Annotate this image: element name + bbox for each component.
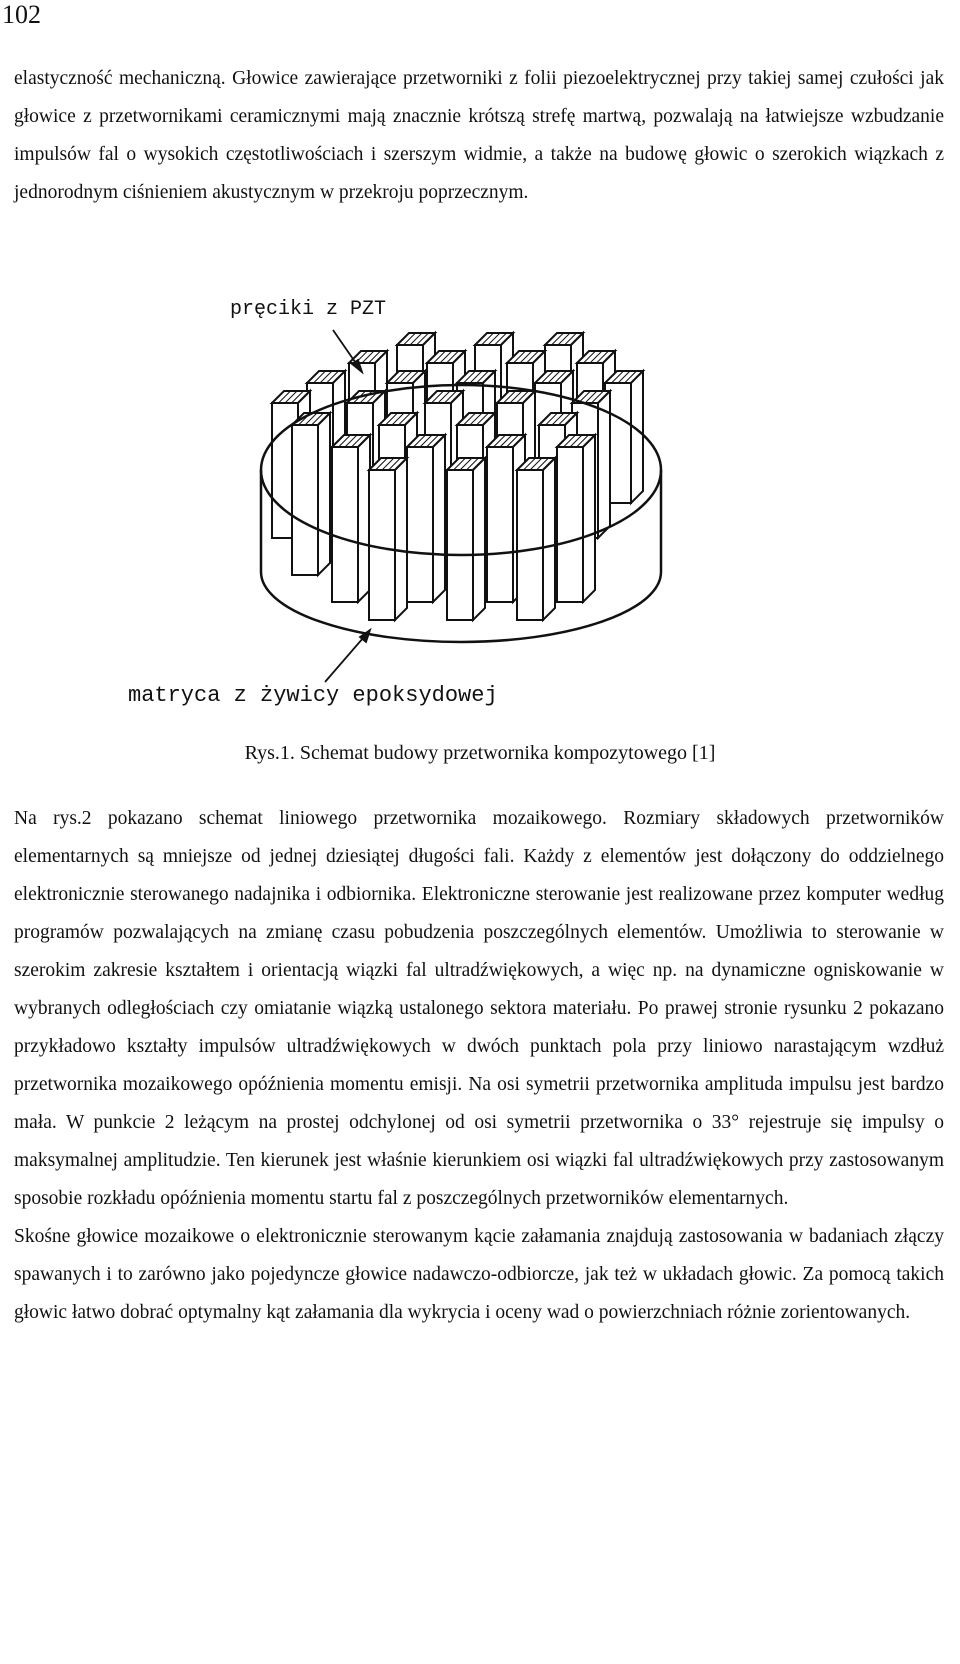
label-pzt-rods: pręciki z PZT	[230, 298, 387, 321]
pzt-rod	[292, 413, 330, 575]
figure-caption: Rys.1. Schemat budowy przetwornika kompozytowego [1]	[244, 742, 716, 764]
paragraph-intro: elastyczność mechaniczną. Głowice zawierające przetworniki z folii piezoelektrycznej przy takiej samej czułości jak głowice z przetwornikami ceramicznymi mają znacznie krótszą strefę martwą, pozwalają na łatwiejsze wzbudzanie impulsów fal o wysokich częstotliwościach i szerszym widmie, a także na budowę głowic o szerokich wiązkach z jednorodnym ciśnieniem akustycznym w przekroju poprzecznym.	[14, 68, 944, 203]
label-epoxy-matrix: matryca z żywicy epoksydowej	[128, 683, 498, 708]
pzt-rod	[407, 435, 445, 602]
pzt-rod	[332, 435, 370, 602]
paragraph-angled-heads: Skośne głowice mozaikowe o elektronicznie sterowanym kącie załamania znajdują zastosowania w badaniach złączy spawanych i to zarówno jako pojedyncze głowice nadawczo-odbiorcze, jak też w układach głowic. Za pomocą takich głowic łatwo dobrać optymalny kąt załamania dla wykrycia i oceny wad o powierzchniach różnie zorientowanych.	[14, 1226, 944, 1323]
pzt-rods	[272, 333, 643, 620]
paragraph-mosaic-transducer	[14, 800, 944, 1332]
pzt-rod	[517, 458, 555, 620]
pzt-rod	[447, 458, 485, 620]
composite-transducer-diagram	[0, 290, 960, 730]
pzt-rod	[557, 435, 595, 602]
paragraph-mosaic-text: Na rys.2 pokazano schemat liniowego przetwornika mozaikowego. Rozmiary składowych przetworników elementarnych są mniejsze od jednej dziesiątej długości fali. Każdy z elementów jest dołączony do oddzielnego elektronicznie sterowanego nadajnika i odbiornika. Elektroniczne sterowanie jest realizowane przez komputer według programów pozwalających na zmianę czasu pobudzenia poszczególnych elementów. Umożliwia to sterowanie w szerokim zakresie kształtem i orientacją wiązki fal ultradźwiękowych, a więc np. na dynamiczne ogniskowanie w wybranych odległościach czy omiatanie wiązką ustalonego sektora materiału. Po prawej stronie rysunku 2 pokazano przykładowo kształty impulsów ultradźwiękowych w dwóch punktach pola przy liniowo narastającym wzdłuż przetwornika mozaikowego opóźnienia momentu emisji. Na osi symetrii przetwornika amplituda impulsu jest bardzo mała. W punkcie 2 leżącym na prostej odchylonej od osi symetrii przetwornika o 33° rejestruje się impulsy o maksymalnej amplitudzie. Ten kierunek jest właśnie kierunkiem osi wiązki fal ultradźwiękowych przy zastosowanym sposobie rozkładu opóźnienia momentu startu fal z poszczególnych przetworników elementarnych.	[14, 808, 944, 1209]
pzt-rod	[369, 458, 407, 620]
page-number: 102	[2, 0, 41, 29]
